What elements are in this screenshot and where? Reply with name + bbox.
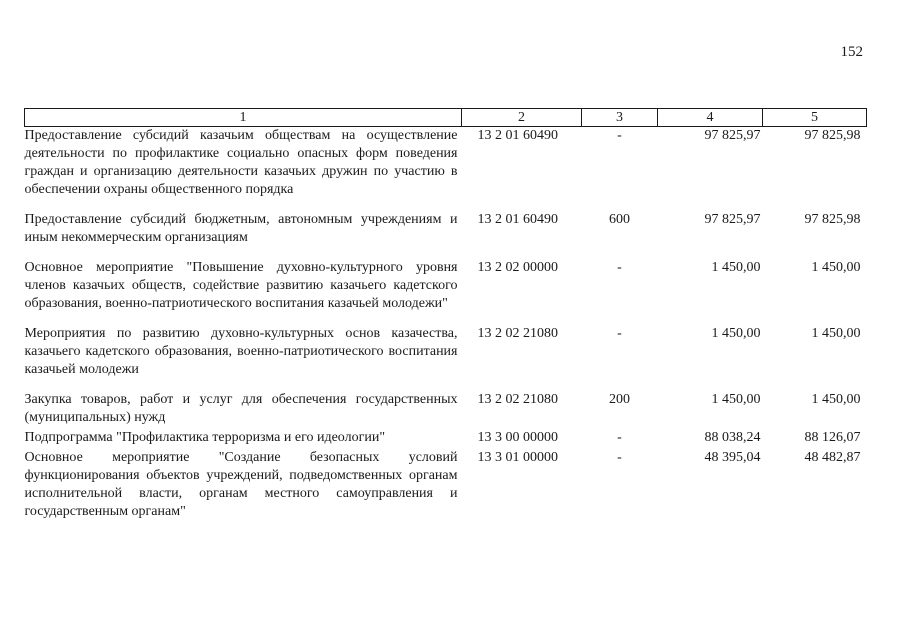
column-header-2: 2 [462,109,582,127]
row-sum-year1: 1 450,00 [711,392,761,407]
row-sum-year1: 88 038,24 [704,430,761,445]
row-code: 13 3 00 00000 [477,430,558,445]
row-sum-year2: 1 450,00 [811,260,861,275]
row-sum-year2: 48 482,87 [804,450,861,465]
column-header-5: 5 [763,109,867,127]
row-name: Предоставление субсидий бюджетным, автономным учреждениям и иным некоммерческим организациям [24,212,458,245]
column-header-3: 3 [582,109,658,127]
row-expense-type: - [617,326,622,341]
row-expense-type: - [617,450,622,465]
row-name: Предоставление субсидий казачьим обществам на осуществление деятельности по профилактике социально опасных форм поведения граждан и организацию деятельности казачьих дружин по участию в обеспечении охраны общественного порядка [24,128,458,197]
row-expense-type: - [617,128,622,143]
row-name: Основное мероприятие "Создание безопасных условий функционирования объектов учреждений, подведомственных органам исполнительной власти, органам местного самоуправления и государственным органам" [24,450,458,519]
row-code: 13 3 01 00000 [477,450,558,465]
row-sum-year1: 1 450,00 [711,326,761,341]
row-sum-year2: 97 825,98 [804,128,861,143]
row-code: 13 2 02 21080 [477,392,558,407]
table-row [25,325,867,391]
row-expense-type: 600 [609,212,630,227]
row-expense-type: - [617,260,622,275]
row-name: Закупка товаров, работ и услуг для обеспечения государственных (муниципальных) нужд [24,392,458,425]
row-sum-year1: 1 450,00 [711,260,761,275]
column-header-4: 4 [658,109,763,127]
row-name: Основное мероприятие "Повышение духовно-культурного уровня членов казачьих обществ, содействие развитию казачьего кадетского образования, военно-патриотического воспитания казачьей молодежи" [24,260,458,311]
row-name: Мероприятия по развитию духовно-культурных основ казачества, казачьего кадетского образования, военно-патриотического воспитания казачьей молодежи [24,326,458,377]
row-code: 13 2 01 60490 [477,128,558,143]
row-sum-year2: 1 450,00 [811,392,861,407]
row-sum-year2: 97 825,98 [804,212,861,227]
table-row [25,391,867,429]
budget-table [24,108,867,521]
table-row [25,211,867,259]
row-code: 13 2 02 21080 [477,326,558,341]
row-code: 13 2 02 00000 [477,260,558,275]
row-expense-type: 200 [609,392,630,407]
table-row [25,259,867,325]
column-header-1: 1 [25,109,462,127]
row-expense-type: - [617,430,622,445]
row-sum-year1: 97 825,97 [704,212,761,227]
row-code: 13 2 01 60490 [477,212,558,227]
table-header-row [25,109,867,127]
page-number: 152 [840,44,863,60]
row-sum-year1: 48 395,04 [704,450,761,465]
table-row [25,127,867,212]
row-sum-year2: 88 126,07 [804,430,861,445]
table-row [25,429,867,449]
table-row [25,449,867,521]
row-sum-year2: 1 450,00 [811,326,861,341]
row-sum-year1: 97 825,97 [704,128,761,143]
row-name: Подпрограмма "Профилактика терроризма и его идеологии" [24,430,386,445]
